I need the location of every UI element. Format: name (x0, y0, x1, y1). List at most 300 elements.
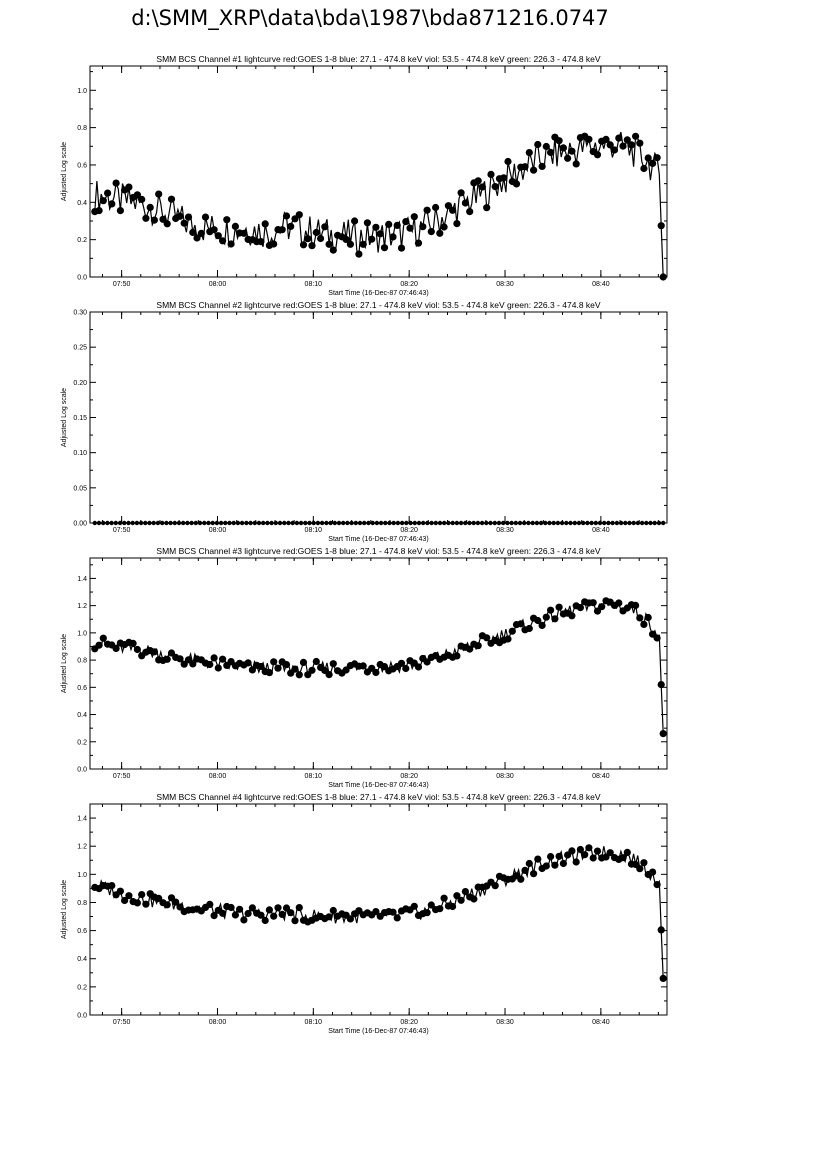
data-point (324, 521, 328, 525)
y-tick-label: 0.00 (73, 520, 87, 528)
data-point (564, 521, 568, 525)
data-point (114, 521, 118, 525)
data-point (168, 196, 175, 203)
data-point (202, 214, 209, 221)
data-point (483, 204, 490, 211)
data-point (517, 620, 524, 627)
data-point (227, 521, 231, 525)
data-point (552, 521, 556, 525)
data-point (518, 521, 522, 525)
data-point (164, 656, 171, 663)
data-point (173, 521, 177, 525)
data-point (455, 521, 459, 525)
x-tick-label: 07:50 (112, 773, 131, 780)
data-point (223, 216, 230, 223)
data-point (108, 200, 115, 207)
data-point (442, 521, 446, 525)
data-point (366, 521, 370, 525)
data-point (534, 856, 541, 863)
data-point (654, 634, 661, 641)
data-point (151, 648, 158, 655)
data-point (295, 521, 299, 525)
data-point (530, 167, 537, 174)
data-point (594, 521, 598, 525)
x-tick-label: 08:40 (592, 1019, 610, 1026)
y-tick-label: 0.8 (77, 899, 87, 907)
data-point (270, 240, 277, 247)
data-point (645, 614, 652, 621)
data-point (521, 163, 528, 170)
data-point (531, 521, 535, 525)
data-point (320, 521, 324, 525)
data-point (379, 521, 383, 525)
data-point (636, 614, 643, 621)
data-point (415, 240, 422, 247)
data-point (411, 213, 418, 220)
data-point (402, 218, 409, 225)
data-point (636, 865, 643, 872)
data-point (232, 521, 236, 525)
data-point (644, 521, 648, 525)
data-point (463, 521, 467, 525)
chart-title: SMM BCS Channel #2 lightcurve red:GOES 1-8 blue: 27.1 - 474.8 keV viol: 53.5 - 474.8 keV green: 226.3 - 474.8 keV (156, 300, 601, 310)
data-point (228, 240, 235, 247)
data-point (283, 212, 290, 219)
data-point (135, 521, 139, 525)
data-point (492, 183, 499, 190)
y-tick-label: 1.2 (77, 603, 87, 611)
data-point (118, 521, 122, 525)
data-point (504, 158, 511, 165)
data-point (360, 662, 367, 669)
data-point (408, 521, 412, 525)
data-point (151, 217, 158, 224)
data-point (313, 229, 320, 236)
data-point (383, 521, 387, 525)
data-point (654, 154, 661, 161)
data-point (282, 521, 286, 525)
data-point (351, 217, 358, 224)
data-point (500, 174, 507, 181)
data-point (493, 521, 497, 525)
data-point (392, 521, 396, 525)
data-point (615, 521, 619, 525)
data-point (402, 665, 409, 672)
data-point (543, 521, 547, 525)
y-tick-label: 0.8 (77, 657, 87, 665)
data-point (556, 604, 563, 611)
x-tick-label: 08:40 (592, 527, 610, 534)
y-tick-label: 0.4 (77, 712, 87, 720)
data-point (152, 521, 156, 525)
data-point (368, 236, 375, 243)
y-tick-label: 0.15 (73, 415, 87, 422)
data-point (211, 521, 215, 525)
y-tick-label: 0.05 (73, 485, 87, 493)
data-point (624, 849, 631, 856)
data-point (560, 144, 567, 151)
data-point (328, 521, 332, 525)
data-point (417, 521, 421, 525)
data-point (400, 521, 404, 525)
data-point (296, 904, 303, 911)
data-point (568, 148, 575, 155)
data-point (131, 521, 135, 525)
data-point (632, 602, 639, 609)
data-point (244, 521, 248, 525)
data-point (551, 862, 558, 869)
x-tick-label: 08:20 (400, 1019, 418, 1026)
data-point (219, 656, 226, 663)
y-tick-label: 0.0 (77, 274, 87, 282)
data-point (105, 521, 109, 525)
data-point (406, 225, 413, 232)
data-point (341, 521, 345, 525)
data-point (274, 521, 278, 525)
data-point (360, 241, 367, 248)
data-point (661, 521, 665, 525)
data-point (568, 612, 575, 619)
y-tick-label: 0.2 (77, 237, 87, 245)
data-point (436, 905, 443, 912)
data-point (185, 521, 189, 525)
data-point (594, 151, 601, 158)
x-axis-label: Start Time (16-Dec-87 07:46:43) (328, 290, 429, 297)
data-point (291, 917, 298, 924)
data-point (560, 860, 567, 867)
data-point (534, 141, 541, 148)
data-point (514, 521, 518, 525)
data-point (269, 521, 273, 525)
x-tick-label: 08:00 (208, 1019, 227, 1026)
data-point (522, 521, 526, 525)
data-point (181, 220, 188, 227)
series-line (95, 132, 663, 277)
data-point (96, 207, 103, 214)
data-point (467, 521, 471, 525)
data-point (372, 224, 379, 231)
data-point (160, 521, 164, 525)
chart-title: SMM BCS Channel #1 lightcurve red:GOES 1-8 blue: 27.1 - 474.8 keV viol: 53.5 - 474.8 keV green: 226.3 - 474.8 keV (156, 54, 601, 64)
data-point (556, 853, 563, 860)
data-point (265, 521, 269, 525)
data-point (347, 241, 354, 248)
data-point (223, 521, 227, 525)
data-point (300, 659, 307, 666)
data-point (345, 521, 349, 525)
data-point (623, 521, 627, 525)
data-point (257, 238, 264, 245)
chart-panel-2 (61, 300, 667, 543)
data-point (419, 223, 426, 230)
data-point (349, 521, 353, 525)
x-tick-label: 08:20 (400, 527, 418, 534)
data-point (497, 521, 501, 525)
data-point (568, 847, 575, 854)
data-point (104, 190, 111, 197)
data-point (122, 521, 126, 525)
data-point (413, 521, 417, 525)
y-axis-label: Adjusted Log scale (61, 879, 68, 940)
data-point (660, 273, 667, 280)
data-point (615, 135, 622, 142)
data-point (509, 521, 513, 525)
data-point (428, 228, 435, 235)
data-point (117, 207, 124, 214)
data-point (470, 895, 477, 902)
data-point (589, 521, 593, 525)
data-point (424, 909, 431, 916)
y-axis-label: Adjusted Log scale (61, 141, 68, 202)
data-point (96, 642, 103, 649)
data-point (594, 848, 601, 855)
data-point (262, 917, 269, 924)
y-tick-label: 0.4 (77, 956, 87, 964)
data-point (377, 230, 384, 237)
data-point (287, 909, 294, 916)
data-point (198, 521, 202, 525)
x-tick-label: 08:40 (592, 281, 610, 288)
data-point (279, 226, 286, 233)
data-point (429, 521, 433, 525)
data-point (560, 521, 564, 525)
data-point (240, 916, 247, 923)
data-point (432, 204, 439, 211)
y-axis-label: Adjusted Log scale (61, 633, 68, 694)
data-point (654, 881, 661, 888)
data-point (476, 521, 480, 525)
chart-title: SMM BCS Channel #4 lightcurve red:GOES 1-8 blue: 27.1 - 474.8 keV viol: 53.5 - 474.8 keV green: 226.3 - 474.8 keV (156, 792, 601, 802)
data-point (257, 521, 261, 525)
data-point (610, 521, 614, 525)
data-point (649, 869, 656, 876)
data-point (337, 521, 341, 525)
data-point (581, 521, 585, 525)
data-point (653, 521, 657, 525)
data-point (472, 521, 476, 525)
y-tick-label: 1.4 (77, 575, 87, 583)
data-point (539, 622, 546, 629)
data-point (270, 658, 277, 665)
data-point (615, 599, 622, 606)
y-tick-label: 1.0 (77, 630, 87, 638)
x-tick-label: 08:00 (208, 281, 227, 288)
data-point (438, 521, 442, 525)
y-tick-label: 0.0 (77, 1012, 87, 1020)
data-point (398, 245, 405, 252)
data-point (396, 521, 400, 525)
data-point (253, 521, 257, 525)
y-tick-label: 0.2 (77, 984, 87, 992)
data-point (394, 914, 401, 921)
data-point (142, 215, 149, 222)
data-point (556, 521, 560, 525)
data-point (458, 189, 465, 196)
data-point (147, 204, 154, 211)
data-point (505, 521, 509, 525)
data-point (108, 882, 115, 889)
data-point (501, 521, 505, 525)
y-tick-label: 0.20 (73, 379, 87, 387)
x-tick-label: 07:50 (112, 1019, 131, 1026)
y-axis-label: Adjusted Log scale (61, 387, 68, 448)
data-point (453, 220, 460, 227)
data-point (155, 191, 162, 198)
data-point (606, 521, 610, 525)
data-point (270, 913, 277, 920)
data-point (577, 521, 581, 525)
y-tick-label: 1.0 (77, 871, 87, 879)
data-point (526, 860, 533, 867)
data-point (640, 621, 647, 628)
data-point (138, 196, 145, 203)
data-point (291, 666, 298, 673)
data-point (358, 521, 362, 525)
data-point (321, 223, 328, 230)
data-point (304, 235, 311, 242)
data-point (434, 521, 438, 525)
data-point (355, 251, 362, 258)
data-point (424, 207, 431, 214)
data-point (543, 143, 550, 150)
data-point (602, 521, 606, 525)
data-point (232, 223, 239, 230)
data-point (539, 163, 546, 170)
data-point (449, 207, 456, 214)
data-point (181, 521, 185, 525)
data-point (147, 521, 151, 525)
data-point (274, 665, 281, 672)
data-point (475, 642, 482, 649)
data-point (487, 171, 494, 178)
data-point (543, 614, 550, 621)
data-point (219, 910, 226, 917)
data-point (480, 521, 484, 525)
x-axis-label: Start Time (16-Dec-87 07:46:43) (328, 1028, 429, 1035)
data-point (385, 221, 392, 228)
data-point (312, 521, 316, 525)
data-point (372, 669, 379, 676)
data-point (240, 230, 247, 237)
data-point (547, 607, 554, 614)
x-tick-label: 08:10 (304, 281, 323, 288)
data-point (333, 521, 337, 525)
data-point (236, 906, 243, 913)
y-tick-label: 0.6 (77, 928, 87, 936)
data-point (317, 235, 324, 242)
data-point (97, 521, 101, 525)
x-tick-label: 08:00 (208, 773, 227, 780)
x-tick-label: 07:50 (112, 281, 131, 288)
data-point (326, 913, 333, 920)
data-point (364, 219, 371, 226)
data-point (125, 184, 132, 191)
data-point (404, 521, 408, 525)
y-tick-label: 1.4 (77, 815, 87, 823)
x-tick-label: 08:30 (496, 773, 514, 780)
data-point (211, 654, 218, 661)
x-tick-label: 08:30 (496, 527, 514, 534)
data-point (261, 521, 265, 525)
x-tick-label: 08:40 (592, 773, 610, 780)
data-point (389, 233, 396, 240)
data-point (521, 867, 528, 874)
data-point (300, 241, 307, 248)
data-point (598, 603, 605, 610)
data-point (556, 137, 563, 144)
data-point (573, 521, 577, 525)
y-tick-label: 0.4 (77, 199, 87, 207)
y-tick-label: 0.10 (73, 450, 87, 458)
x-tick-label: 08:00 (208, 527, 227, 534)
data-point (206, 661, 213, 668)
data-point (125, 892, 132, 899)
data-point (215, 521, 219, 525)
data-point (206, 901, 213, 908)
data-point (219, 521, 223, 525)
x-tick-label: 07:50 (112, 527, 131, 534)
plot-frame (90, 312, 667, 523)
data-point (248, 521, 252, 525)
y-tick-label: 0.30 (73, 309, 87, 317)
data-point (279, 911, 286, 918)
data-point (326, 241, 333, 248)
data-point (425, 521, 429, 525)
chart-panel-1 (61, 54, 667, 297)
data-point (543, 862, 550, 869)
data-point (462, 199, 469, 206)
data-point (134, 646, 141, 653)
data-point (240, 521, 244, 525)
data-point (513, 180, 520, 187)
data-point (573, 858, 580, 865)
data-point (307, 521, 311, 525)
data-point (411, 903, 418, 910)
data-point (330, 907, 337, 914)
data-point (308, 667, 315, 674)
data-point (278, 521, 282, 525)
data-point (126, 521, 130, 525)
data-point (488, 521, 492, 525)
data-point (354, 521, 358, 525)
data-point (326, 671, 333, 678)
data-point (539, 521, 543, 525)
x-tick-label: 08:10 (304, 1019, 323, 1026)
y-tick-label: 0.0 (77, 766, 87, 774)
data-point (394, 222, 401, 229)
data-point (303, 521, 307, 525)
data-point (308, 242, 315, 249)
data-point (245, 659, 252, 666)
data-point (619, 143, 626, 150)
data-point (441, 895, 448, 902)
data-point (632, 133, 639, 140)
data-point (658, 926, 665, 933)
data-point (585, 136, 592, 143)
data-point (636, 140, 643, 147)
data-point (449, 903, 456, 910)
data-point (568, 521, 572, 525)
data-point (484, 521, 488, 525)
data-point (283, 661, 290, 668)
data-point (475, 177, 482, 184)
data-point (164, 901, 171, 908)
data-point (648, 521, 652, 525)
data-point (198, 230, 205, 237)
data-point (262, 220, 269, 227)
data-point (177, 521, 181, 525)
data-point (330, 247, 337, 254)
